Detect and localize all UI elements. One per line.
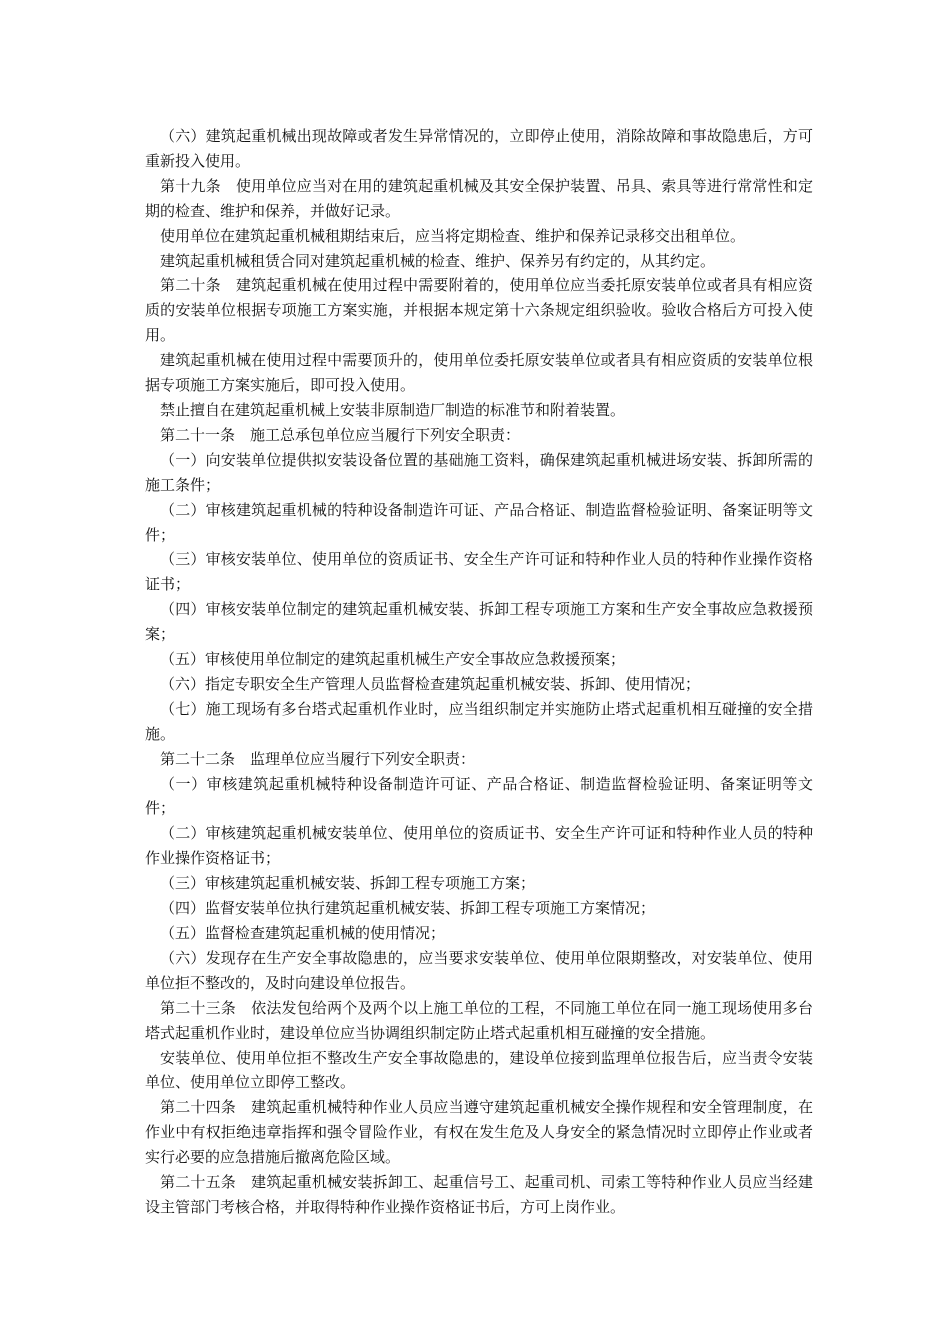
paragraph: （六）建筑起重机械出现故障或者发生异常情况的，立即停止使用，消除故障和事故隐患后，方可重新投入使用。 (145, 127, 813, 170)
paragraph: （五）审核使用单位制定的建筑起重机械生产安全事故应急救援预案； (160, 650, 626, 669)
paragraph: 第二十五条 建筑起重机械安装拆卸工、起重信号工、起重司机、司索工等特种作业人员应当经建设主管部门考核合格，并取得特种作业操作资格证书后，方可上岗作业。 (145, 1173, 813, 1216)
document-body (145, 124, 813, 1220)
paragraph: （二）审核建筑起重机械的特种设备制造许可证、产品合格证、制造监督检验证明、备案证明等文件； (145, 500, 813, 544)
paragraph: （一）向安装单位提供拟安装设备位置的基础施工资料，确保建筑起重机械进场安装、拆卸所需的施工条件； (145, 450, 813, 494)
paragraph: （六）发现存在生产安全事故隐患的，应当要求安装单位、使用单位限期整改，对安装单位、使用单位拒不整改的，及时向建设单位报告。 (145, 948, 813, 992)
paragraph: （四）监督安装单位执行建筑起重机械安装、拆卸工程专项施工方案情况； (160, 899, 656, 918)
paragraph: 第二十一条 施工总承包单位应当履行下列安全职责： (160, 425, 521, 444)
paragraph: （二）审核建筑起重机械安装单位、使用单位的资质证书、安全生产许可证和特种作业人员的特种作业操作资格证书； (145, 824, 813, 868)
paragraph: 建筑起重机械租赁合同对建筑起重机械的检查、维护、保养另有约定的，从其约定。 (160, 251, 716, 270)
paragraph: 第十九条 使用单位应当对在用的建筑起重机械及其安全保护装置、吊具、索具等进行常常性和定期的检查、维护和保养，并做好记录。 (145, 176, 813, 220)
paragraph: 建筑起重机械在使用过程中需要顶升的，使用单位委托原安装单位或者具有相应资质的安装单位根据专项施工方案实施后，即可投入使用。 (145, 351, 813, 395)
paragraph: 第二十四条 建筑起重机械特种作业人员应当遵守建筑起重机械安全操作规程和安全管理制度，在作业中有权拒绝违章指挥和强令冒险作业，有权在发生危及人身安全的紧急情况时立即停止作业或者实行必要的应急措施后撤离危险区域。 (145, 1098, 813, 1167)
paragraph: （六）指定专职安全生产管理人员监督检查建筑起重机械安装、拆卸、使用情况； (160, 674, 701, 693)
paragraph: 禁止擅自在建筑起重机械上安装非原制造厂制造的标准节和附着装置。 (160, 400, 626, 419)
paragraph: 安装单位、使用单位拒不整改生产安全事故隐患的，建设单位接到监理单位报告后，应当责令安装单位、使用单位立即停工整改。 (145, 1048, 813, 1092)
paragraph: （四）审核安装单位制定的建筑起重机械安装、拆卸工程专项施工方案和生产安全事故应急救援预案； (145, 600, 813, 644)
paragraph: （三）审核建筑起重机械安装、拆卸工程专项施工方案； (160, 874, 536, 893)
paragraph: （七）施工现场有多台塔式起重机作业时，应当组织制定并实施防止塔式起重机相互碰撞的安全措施。 (145, 699, 813, 743)
paragraph: 第二十三条 依法发包给两个及两个以上施工单位的工程，不同施工单位在同一施工现场使用多台塔式起重机作业时，建设单位应当协调组织制定防止塔式起重机相互碰撞的安全措施。 (145, 998, 813, 1042)
paragraph: 第二十二条 监理单位应当履行下列安全职责： (160, 749, 476, 768)
paragraph: （五）监督检查建筑起重机械的使用情况； (160, 924, 446, 942)
paragraph: 第二十条 建筑起重机械在使用过程中需要附着的，使用单位应当委托原安装单位或者具有相应资质的安装单位根据专项施工方案实施，并根据本规定第十六条规定组织验收。验收合格后方可投入使用。 (145, 276, 813, 345)
paragraph: （一）审核建筑起重机械特种设备制造许可证、产品合格证、制造监督检验证明、备案证明等文件； (145, 774, 813, 818)
paragraph: 使用单位在建筑起重机械租期结束后，应当将定期检查、维护和保养记录移交出租单位。 (160, 226, 746, 245)
paragraph: （三）审核安装单位、使用单位的资质证书、安全生产许可证和特种作业人员的特种作业操作资格证书； (145, 550, 813, 594)
